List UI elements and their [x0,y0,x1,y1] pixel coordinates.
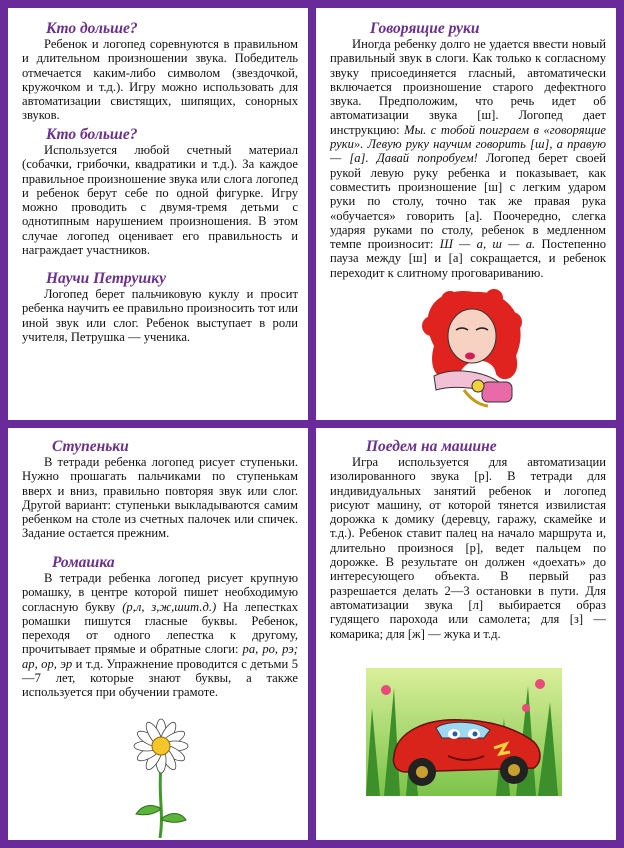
daisy-illustration [120,718,202,838]
section-text: В тетради ребенка логопед рисует ступеньки. Нужно прошагать пальчиками по ступенькам вверх и вниз, правильно повторяя звук или слог. Другой вариант: ступеньки выкладываются самим ребенком на столе из счетных палочек или спичек. Задание остается прежним. [22,455,298,541]
instruction-text: Мы. с тобой поиграем в «говорящие руки». Левую руку научим говорить [ш], а правую — [а]. Давай попробуем! [330,122,606,166]
card-games-speech [8,8,308,420]
woman-kissing-hand-illustration [404,286,534,416]
section-title: Научи Петрушку [46,270,166,287]
section-text: Ребенок и логопед соревнуются в правильном и длительном произношении звука. Победитель отмечается каким-либо символом (звездочкой, кружочком и т.д.). Игру можно использовать для автоматизации свистящих, шипящих, сонорных звуков. [22,37,298,123]
section-title: Кто дольше? [46,20,138,37]
section-text: Используется любой счетный материал (собачки, грибочки, квадратики и т.д.). За каждое правильное произношение звука или слога логопед и ребенок берут себе по одной фигурке. Игру можно проводить с двумя-тремя детьми с однотипным нарушением произношения. В этом случае логопед оценивает его правильность и награждает участников. [22,143,298,258]
section-kto-dolshe [22,20,298,123]
section-nauchi-petrushku [22,270,298,344]
syllables-text: ра, ро, рэ; ар, ор, эр [22,642,298,671]
race-car-illustration [366,668,562,796]
section-govoryashchie-ruki [330,20,606,280]
section-text: Логопед берет пальчиковую куклу и просит ребенка научить ее правильно произносить тот или иной звук или слог. Ребенок выступает в роли учителя, Петрушка — ученика. [22,287,298,344]
syllables-text: Ш — а, ш — а. [439,237,536,252]
section-title: Поедем на машине [366,438,497,455]
section-title: Ступеньки [52,438,129,455]
section-title: Ромашка [52,554,115,571]
section-kto-bolshe [22,126,298,257]
letters-text: (р,л, з,ж,шит.д.) [122,599,217,614]
card-car-game [316,428,616,840]
section-romashka [22,554,298,700]
section-poedem-na-mashine [330,438,606,641]
section-text: Игра используется для автоматизации изолированного звука [р]. В тетради для индивидуальных занятий ребенок и логопед рисуют машину, от которой тянется извилистая дорожка к домику (деревцу, гаражу, скамейке и т.д.). Ребенок ставит палец на начало маршрута и, длительно произнося [р], ведет пальцем по дорожке. В результате он должен «доехать» до интересующего объекта. В первый раз разрешается делать 2—3 остановки в пути. Для автоматизации звука [л] выбирается образ гудящего парохода или самолета; для [з] — комарика; для [ж] — жука и т.д. [330,455,606,641]
section-text: В тетради ребенка логопед рисует крупную ромашку, в центре которой пишет необходимую согласную букву (р,л, з,ж,шит.д.) На лепестках ромашки пишутся гласные буквы. Ребенок, переходя от одного лепестка к другому, прочитывает прямые и обратные слоги: ра, ро, рэ; ар, ор, эр и т.д. Упражнение проводится с детьми 5—7 лет, которые знают буквы, а также используется при обучении грамоте. [22,571,298,700]
card-steps-daisy [8,428,308,840]
card-talking-hands [316,8,616,420]
section-text: Иногда ребенку долго не удается ввести новый правильный звук в слоги. Как только к согласному звуку присоединяется гласный, автоматически включается произношение старого дефектного звука. Предположим, что речь идет об автоматизации звука [ш]. Логопед дает инструкцию: Мы. с тобой поиграем в «говорящие руки». Левую руку научим говорить [ш], а правую — [а]. Давай попробуем! Логопед берет своей рукой левую руку ребенка и показывает, как совместить произношение [ш] с легким ударом руки по столу, точно так же правая рука «обучается» говорить [а]. Поочередно, слегка ударяя руками по столу, ребенок в медленном темпе произносит: Ш — а, ш — а. Постепенно пауза между [ш] и [а] сокращается, и ребенок переходит к слитному проговариванию. [330,37,606,280]
section-stupenki [22,438,298,541]
section-title: Кто больше? [46,126,138,143]
section-title: Говорящие руки [370,20,480,37]
